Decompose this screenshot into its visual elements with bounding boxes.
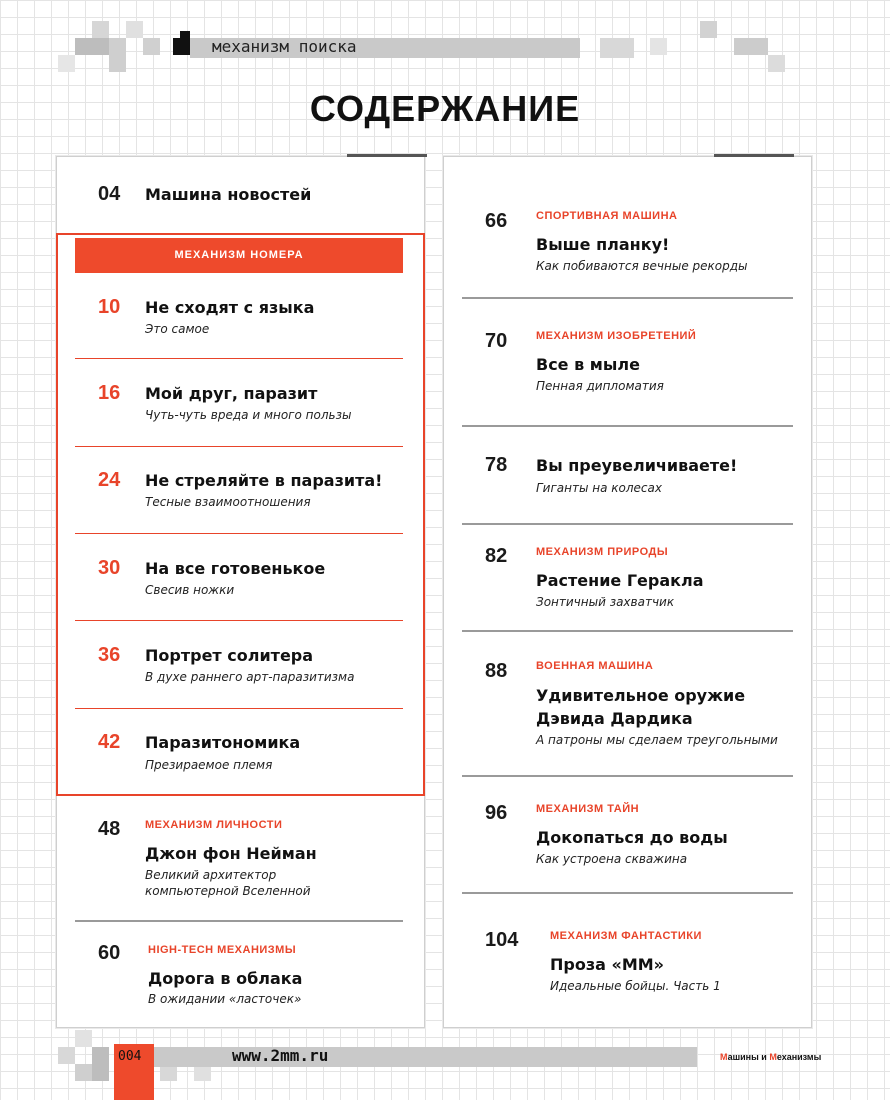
- article-subtitle: Презираемое племя: [145, 758, 273, 772]
- page-number: 66: [485, 210, 508, 232]
- rubric-label: HIGH-TECH МЕХАНИЗМЫ: [148, 944, 297, 956]
- article-subtitle: Свесив ножки: [145, 583, 235, 597]
- rubric-label: ВОЕННАЯ МАШИНА: [536, 660, 654, 672]
- brand-logo: Машины и Механизмы: [720, 1052, 822, 1062]
- article-title: Выше планку!: [536, 235, 670, 254]
- page-number: 88: [485, 660, 508, 682]
- article-subtitle: Это самое: [145, 322, 210, 336]
- article-title: Мой друг, паразит: [145, 384, 318, 403]
- rubric-label: МЕХАНИЗМ ПРИРОДЫ: [536, 546, 669, 558]
- divider: [462, 892, 793, 894]
- feature-rubric: МЕХАНИЗМ НОМЕРА: [75, 238, 403, 273]
- right-column: [443, 156, 812, 1028]
- page-title: СОДЕРЖАНИЕ: [309, 88, 581, 129]
- article-subtitle: Великий архитектор: [145, 868, 277, 882]
- page-number: 104: [485, 929, 519, 951]
- divider: [75, 446, 403, 447]
- article-title: На все готовенькое: [145, 559, 326, 578]
- page-number: 96: [485, 802, 508, 824]
- article-title: Докопаться до воды: [536, 828, 728, 847]
- divider: [462, 523, 793, 525]
- article-subtitle: В ожидании «ласточек»: [148, 992, 302, 1006]
- article-title: Дэвида Дардика: [536, 709, 693, 728]
- divider: [462, 775, 793, 777]
- article-title: Портрет солитера: [145, 646, 314, 665]
- rubric-label: МЕХАНИЗМ ЛИЧНОСТИ: [145, 819, 283, 831]
- divider: [75, 920, 403, 922]
- section-label: механизм поиска: [212, 37, 357, 56]
- article-subtitle: компьютерной Вселенной: [145, 884, 311, 898]
- divider: [75, 358, 403, 359]
- article-subtitle: А патроны мы сделаем треугольными: [536, 733, 778, 747]
- divider: [462, 425, 793, 427]
- divider: [75, 620, 403, 621]
- rubric-label: МЕХАНИЗМ ФАНТАСТИКИ: [550, 930, 702, 942]
- article-title: Машина новостей: [145, 185, 312, 204]
- article-subtitle: Чуть-чуть вреда и много пользы: [145, 408, 352, 422]
- article-subtitle: Идеальные бойцы. Часть 1: [550, 979, 721, 993]
- article-title: Удивительное оружие: [536, 686, 746, 705]
- divider: [75, 533, 403, 534]
- page-number-footer: 004: [118, 1049, 142, 1064]
- article-title: Паразитономика: [145, 733, 301, 752]
- page-number: 82: [485, 545, 508, 567]
- article-title: Растение Геракла: [536, 571, 704, 590]
- page-number: 48: [98, 818, 121, 840]
- rubric-label: МЕХАНИЗМ ТАЙН: [536, 803, 640, 815]
- article-subtitle: Зонтичный захватчик: [536, 595, 675, 609]
- page-number: 10: [98, 296, 121, 318]
- rubric-label: СПОРТИВНАЯ МАШИНА: [536, 210, 678, 222]
- article-title: Не сходят с языка: [145, 298, 315, 317]
- article-subtitle: Пенная дипломатия: [536, 379, 664, 393]
- divider: [75, 708, 403, 709]
- article-subtitle: Гиганты на колесах: [536, 481, 662, 495]
- page-number: 78: [485, 454, 508, 476]
- page-number: 60: [98, 942, 121, 964]
- article-subtitle: Как побиваются вечные рекорды: [536, 259, 748, 273]
- footer-url[interactable]: www.2mm.ru: [232, 1046, 329, 1065]
- article-title: Дорога в облака: [148, 969, 303, 988]
- page-number: 30: [98, 557, 121, 579]
- page-number: 42: [98, 731, 121, 753]
- article-title: Не стреляйте в паразита!: [145, 471, 383, 490]
- article-subtitle: Тесные взаимоотношения: [145, 495, 311, 509]
- page-number: 16: [98, 382, 121, 404]
- article-title: Все в мыле: [536, 355, 640, 374]
- article-subtitle: Как устроена скважина: [536, 852, 688, 866]
- article-title: Джон фон Нейман: [145, 844, 317, 863]
- rubric-label: МЕХАНИЗМ ИЗОБРЕТЕНИЙ: [536, 330, 697, 342]
- page-number: 36: [98, 644, 121, 666]
- article-title: Вы преувеличиваете!: [536, 456, 738, 475]
- article-subtitle: В духе раннего арт-паразитизма: [145, 670, 355, 684]
- page-number: 04: [98, 183, 121, 205]
- article-title: Проза «ММ»: [550, 955, 665, 974]
- page-number: 70: [485, 330, 508, 352]
- divider: [462, 297, 793, 299]
- page-number: 24: [98, 469, 121, 491]
- divider: [462, 630, 793, 632]
